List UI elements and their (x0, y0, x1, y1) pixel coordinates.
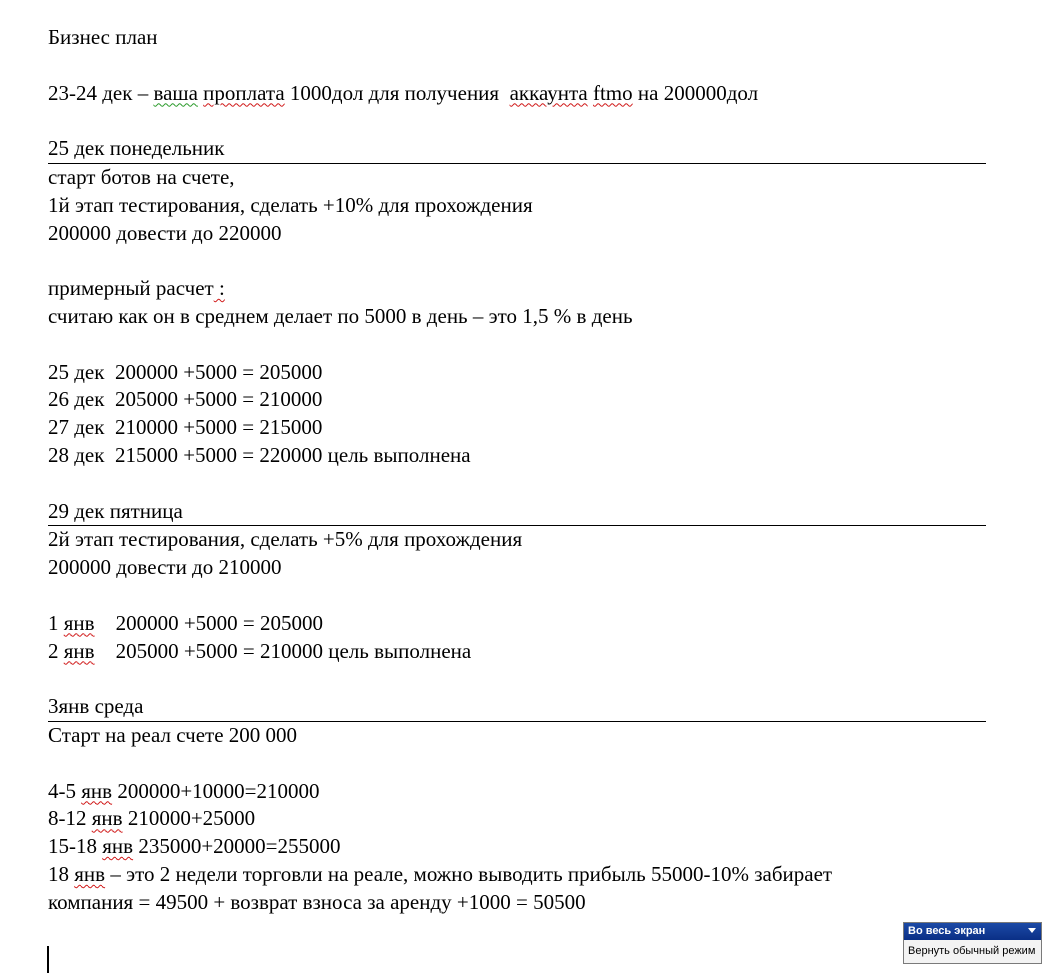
intro-word-ftmo: ftmo (592, 80, 633, 105)
calc-row-num: 2 (48, 638, 64, 663)
calc-row: 28 дек 215000 +5000 = 220000 цель выполнена (48, 442, 471, 467)
text-line: компания = 49500 + возврат взноса за аренду +1000 = 50500 (48, 889, 586, 914)
calc-row-month: янв (63, 610, 95, 635)
calc-label (48, 275, 986, 303)
blank-line (48, 331, 986, 359)
calc-row-num: 1 (48, 610, 64, 635)
calc-row-month: янв (91, 806, 123, 831)
intro-suffix: на 200000дол (632, 80, 759, 105)
calc-row-num: 4-5 (48, 778, 82, 803)
calc-row-num: 18 (48, 861, 75, 886)
blank-line (48, 247, 986, 275)
blank-line (48, 665, 986, 693)
text-line: 1й этап тестирования, сделать +10% для прохождения (48, 192, 533, 217)
calc-row-month: янв (74, 861, 106, 886)
intro-word-akkaunta: аккаунта (509, 80, 588, 105)
blank-line (48, 582, 986, 610)
calc-row (48, 861, 986, 889)
calc-row: 27 дек 210000 +5000 = 215000 (48, 415, 323, 440)
text-line: 2й этап тестирования, сделать +5% для прохождения (48, 527, 523, 552)
calc-row (48, 610, 986, 638)
calc-row: 25 дек 200000 +5000 = 205000 (48, 359, 323, 384)
document-title: Бизнес план (48, 25, 158, 49)
calc-row-month: янв (81, 778, 113, 803)
calc-row-rest: 200000 +5000 = 205000 (94, 610, 324, 635)
chevron-down-icon[interactable] (1028, 928, 1036, 933)
calc-label-text: примерный расчет (48, 276, 214, 301)
intro-word-vasha: ваша (153, 80, 198, 105)
calc-row (48, 805, 986, 833)
calc-row-rest: – это 2 недели торговли на реале, можно выводить прибыль 55000-10% забирает (105, 861, 833, 886)
text-line: Старт на реал счете 200 000 (48, 722, 298, 747)
section-heading: 29 дек пятница (48, 498, 986, 527)
calc-row (48, 833, 986, 861)
fullscreen-toolbar-title[interactable] (904, 923, 1041, 940)
calc-row (48, 778, 986, 806)
section-heading: 3янв среда (48, 693, 986, 722)
calc-row: 26 дек 205000 +5000 = 210000 (48, 387, 323, 412)
calc-row-rest: 210000+25000 (122, 806, 256, 831)
document-body[interactable] (48, 24, 986, 917)
text-cursor (47, 946, 49, 973)
intro-line (48, 80, 986, 108)
blank-line (48, 52, 986, 80)
fullscreen-toolbar-title-text: Во весь экран (908, 925, 986, 937)
blank-line (48, 750, 986, 778)
fullscreen-toolbar[interactable] (903, 922, 1042, 964)
intro-middle: 1000дол для получения (284, 80, 510, 105)
calc-row-month: янв (102, 834, 134, 859)
calc-row-num: 15-18 (48, 834, 103, 859)
blank-line (48, 470, 986, 498)
section-heading: 25 дек понедельник (48, 135, 986, 164)
restore-normal-mode-button[interactable]: Вернуть обычный режим (908, 945, 1036, 957)
calc-row-month: янв (63, 638, 95, 663)
calc-label-colon: : (213, 276, 225, 301)
intro-prefix: 23-24 дек – (48, 80, 154, 105)
text-line: старт ботов на счете, (48, 164, 235, 189)
text-line: 200000 довести до 220000 (48, 220, 282, 245)
calc-row-num: 8-12 (48, 806, 92, 831)
text-line: 200000 довести до 210000 (48, 555, 282, 580)
calc-row (48, 638, 986, 666)
intro-word-proplata: проплата (203, 80, 285, 105)
calc-row-rest: 205000 +5000 = 210000 цель выполнена (94, 638, 472, 663)
text-line: считаю как он в среднем делает по 5000 в день – это 1,5 % в день (48, 303, 633, 328)
blank-line (48, 107, 986, 135)
calc-row-rest: 235000+20000=255000 (133, 834, 341, 859)
calc-row-rest: 200000+10000=210000 (112, 778, 320, 803)
